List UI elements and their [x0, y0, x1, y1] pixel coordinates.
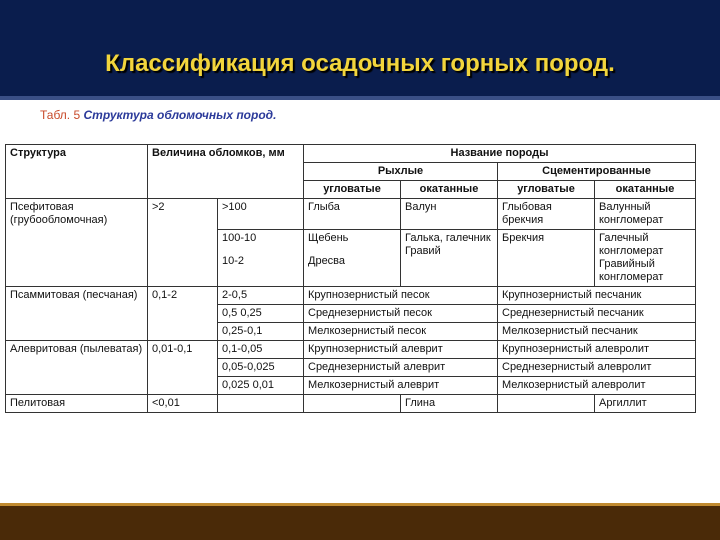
header-size: Величина обломков, мм: [148, 145, 304, 199]
rock-classification-table: [5, 144, 696, 413]
cell-size: [218, 230, 304, 287]
cell-cemented: Мелкозернистый песчаник: [498, 323, 696, 341]
cell-cemented-angular: Глыбовая брекчия: [498, 199, 595, 230]
spacer: [308, 245, 396, 255]
spacer: [222, 245, 299, 255]
cell-size: [218, 395, 304, 413]
cell-cemented: Среднезернистый алевролит: [498, 359, 696, 377]
cell-cemented: Крупнозернистый алевролит: [498, 341, 696, 359]
cell-structure: Алевритовая (пылеватая): [6, 341, 148, 395]
loose-rounded-b: Гравий: [405, 245, 441, 257]
table-row: [6, 199, 696, 230]
cell-cemented-rounded: [595, 230, 696, 287]
cell-size: 0,05-0,025: [218, 359, 304, 377]
size-a: 100-10: [222, 232, 257, 244]
header-cemented-rounded: окатанные: [595, 181, 696, 199]
cell-structure: Псаммитовая (песчаная): [6, 287, 148, 341]
cell-loose-rounded: Глина: [401, 395, 498, 413]
cell-group-size: >2: [148, 199, 218, 287]
cell-structure: Пелитовая: [6, 395, 148, 413]
table-number: Табл. 5: [40, 108, 81, 122]
cell-group-size: <0,01: [148, 395, 218, 413]
slide-title-dot: .: [608, 50, 615, 77]
cell-loose: Крупнозернистый песок: [304, 287, 498, 305]
cell-cemented-rounded: Аргиллит: [595, 395, 696, 413]
cell-loose-rounded: Валун: [401, 199, 498, 230]
header-cemented: Сцементированные: [498, 163, 696, 181]
header-structure: Структура: [6, 145, 148, 199]
cell-cemented-rounded: Валунный конгломерат: [595, 199, 696, 230]
loose-angular-b: Дресва: [308, 255, 346, 267]
cell-cemented: Крупнозернистый песчаник: [498, 287, 696, 305]
cell-loose: Среднезернистый алеврит: [304, 359, 498, 377]
slide-title: [0, 50, 720, 78]
cell-loose-rounded: [401, 230, 498, 287]
cell-cemented-angular: Брекчия: [498, 230, 595, 287]
header-rock-name: Название породы: [304, 145, 696, 163]
cell-cemented-angular: [498, 395, 595, 413]
title-divider: [0, 96, 720, 100]
cell-loose: Среднезернистый песок: [304, 305, 498, 323]
header-loose-angular: угловатые: [304, 181, 401, 199]
table-row: [6, 287, 696, 305]
table-caption: [40, 108, 276, 122]
cell-group-size: 0,01-0,1: [148, 341, 218, 395]
cell-size: >100: [218, 199, 304, 230]
table-row: [6, 341, 696, 359]
loose-rounded-a: Галька, галечник: [405, 232, 491, 244]
table-row: [6, 395, 696, 413]
loose-angular-a: Щебень: [308, 232, 349, 244]
cell-cemented: Среднезернистый песчаник: [498, 305, 696, 323]
cell-cemented: Мелкозернистый алевролит: [498, 377, 696, 395]
header-loose: Рыхлые: [304, 163, 498, 181]
cell-structure: Псефитовая (грубообломочная): [6, 199, 148, 287]
cell-size: 0,1-0,05: [218, 341, 304, 359]
cell-loose: Крупнозернистый алеврит: [304, 341, 498, 359]
size-b: 10-2: [222, 255, 245, 267]
footer-bar: [0, 506, 720, 540]
cell-group-size: 0,1-2: [148, 287, 218, 341]
cemented-rounded-a: Галечный конгломерат: [599, 232, 664, 257]
header-cemented-angular: угловатые: [498, 181, 595, 199]
header-loose-rounded: окатанные: [401, 181, 498, 199]
cell-size: 0,25-0,1: [218, 323, 304, 341]
cell-size: 0,025 0,01: [218, 377, 304, 395]
cell-loose: Мелкозернистый алеврит: [304, 377, 498, 395]
cell-size: 0,5 0,25: [218, 305, 304, 323]
slide-title-text: Классификация осадочных горных пород: [105, 50, 609, 77]
cell-size: 2-0,5: [218, 287, 304, 305]
cell-loose-angular: Глыба: [304, 199, 401, 230]
cell-loose-angular: [304, 230, 401, 287]
cell-loose-angular: [304, 395, 401, 413]
table-caption-text: Структура обломочных пород.: [83, 108, 277, 122]
cemented-rounded-b: Гравийный конгломерат: [599, 258, 664, 283]
cell-loose: Мелкозернистый песок: [304, 323, 498, 341]
